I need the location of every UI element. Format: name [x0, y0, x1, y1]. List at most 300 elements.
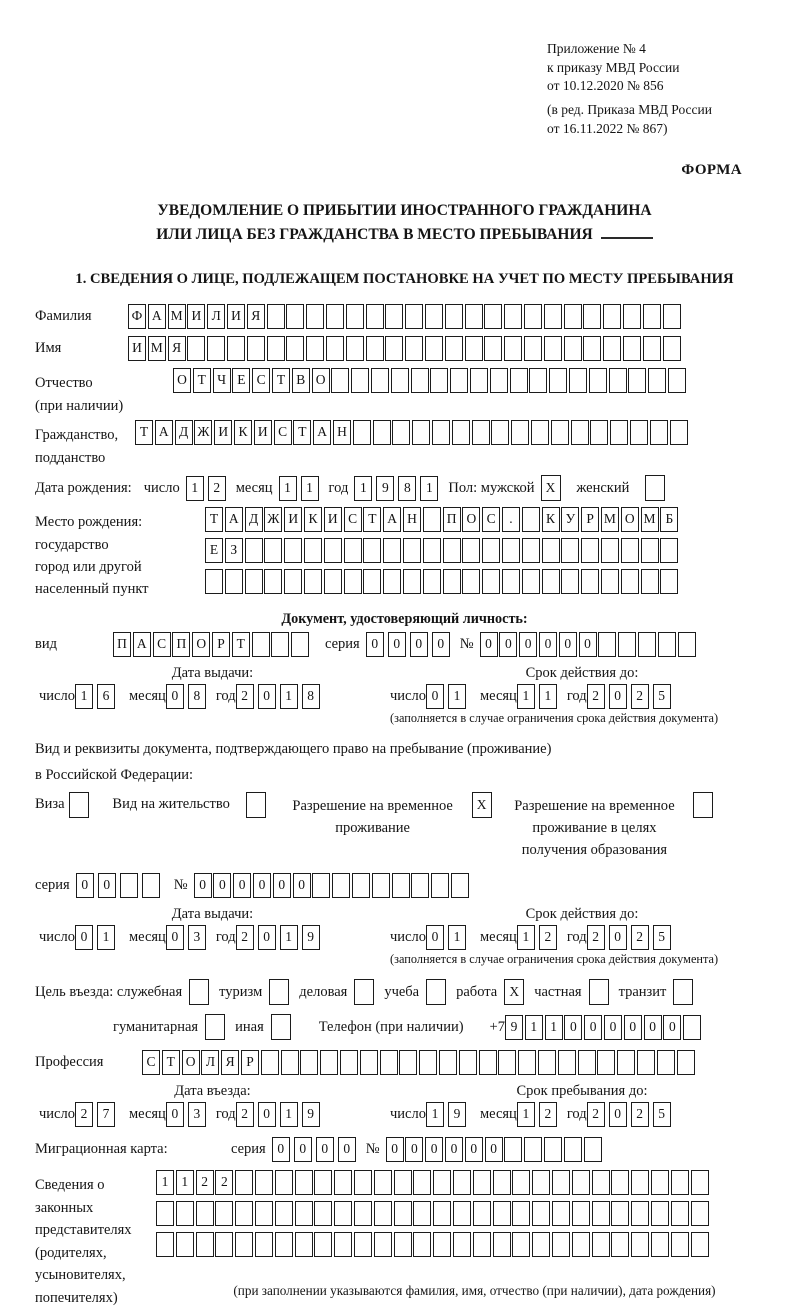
char-box[interactable]: Д	[175, 420, 193, 445]
char-box[interactable]	[564, 304, 582, 329]
char-box[interactable]	[532, 1232, 550, 1257]
char-box[interactable]	[295, 1170, 313, 1195]
char-box[interactable]	[598, 632, 616, 657]
char-box[interactable]	[465, 304, 483, 329]
char-box[interactable]: 0	[604, 1015, 622, 1040]
char-box[interactable]	[286, 336, 304, 361]
char-box[interactable]	[215, 1201, 233, 1226]
char-box[interactable]: 8	[188, 684, 206, 709]
char-box[interactable]	[312, 873, 330, 898]
char-box[interactable]: 0	[258, 1102, 276, 1127]
char-box[interactable]	[413, 1170, 431, 1195]
char-box[interactable]	[425, 304, 443, 329]
char-box[interactable]	[286, 304, 304, 329]
char-box[interactable]: 2	[539, 925, 557, 950]
char-box[interactable]: Н	[403, 507, 421, 532]
char-box[interactable]: 8	[398, 476, 416, 501]
char-box[interactable]: 2	[587, 684, 605, 709]
char-box[interactable]	[657, 1050, 675, 1075]
char-box[interactable]	[484, 304, 502, 329]
char-box[interactable]	[522, 507, 540, 532]
char-box[interactable]	[502, 569, 520, 594]
char-box[interactable]	[453, 1232, 471, 1257]
char-box[interactable]	[484, 336, 502, 361]
char-box[interactable]: 2	[215, 1170, 233, 1195]
char-box[interactable]	[430, 368, 448, 393]
char-box[interactable]	[493, 1232, 511, 1257]
char-box[interactable]	[363, 569, 381, 594]
char-box[interactable]	[470, 368, 488, 393]
char-box[interactable]: .	[502, 507, 520, 532]
char-box[interactable]	[344, 538, 362, 563]
char-box[interactable]	[306, 336, 324, 361]
char-box[interactable]: К	[542, 507, 560, 532]
char-box[interactable]	[552, 1232, 570, 1257]
residence-checkbox[interactable]	[246, 792, 266, 818]
char-box[interactable]	[372, 873, 390, 898]
char-box[interactable]	[281, 1050, 299, 1075]
char-box[interactable]: В	[292, 368, 310, 393]
char-box[interactable]	[334, 1201, 352, 1226]
char-box[interactable]	[544, 336, 562, 361]
char-box[interactable]	[235, 1170, 253, 1195]
char-box[interactable]: 2	[236, 684, 254, 709]
char-box[interactable]	[592, 1170, 610, 1195]
char-box[interactable]	[493, 1201, 511, 1226]
char-box[interactable]	[542, 538, 560, 563]
char-box[interactable]: 2	[236, 925, 254, 950]
char-box[interactable]	[549, 368, 567, 393]
char-box[interactable]	[332, 873, 350, 898]
char-box[interactable]: Р	[212, 632, 230, 657]
char-box[interactable]: А	[133, 632, 151, 657]
char-box[interactable]: 2	[539, 1102, 557, 1127]
char-box[interactable]: 1	[156, 1170, 174, 1195]
char-box[interactable]: 9	[376, 476, 394, 501]
char-box[interactable]	[366, 304, 384, 329]
char-box[interactable]: А	[383, 507, 401, 532]
char-box[interactable]	[264, 538, 282, 563]
char-box[interactable]: 0	[579, 632, 597, 657]
char-box[interactable]	[552, 1201, 570, 1226]
char-box[interactable]	[156, 1232, 174, 1257]
char-box[interactable]: И	[227, 304, 245, 329]
char-box[interactable]: 0	[609, 1102, 627, 1127]
char-box[interactable]	[334, 1232, 352, 1257]
char-box[interactable]	[583, 336, 601, 361]
char-box[interactable]: Ж	[194, 420, 212, 445]
char-box[interactable]: 1	[517, 684, 535, 709]
char-box[interactable]	[462, 569, 480, 594]
char-box[interactable]	[630, 420, 648, 445]
char-box[interactable]	[651, 1201, 669, 1226]
char-box[interactable]	[628, 368, 646, 393]
char-box[interactable]	[176, 1232, 194, 1257]
char-box[interactable]: 0	[294, 1137, 312, 1162]
char-box[interactable]: 1	[426, 1102, 444, 1127]
char-box[interactable]: 0	[432, 632, 450, 657]
char-box[interactable]: С	[252, 368, 270, 393]
char-box[interactable]	[524, 1137, 542, 1162]
char-box[interactable]: 0	[426, 925, 444, 950]
char-box[interactable]	[445, 336, 463, 361]
char-box[interactable]: М	[601, 507, 619, 532]
char-box[interactable]	[651, 1232, 669, 1257]
char-box[interactable]	[643, 304, 661, 329]
char-box[interactable]: С	[482, 507, 500, 532]
char-box[interactable]	[412, 420, 430, 445]
char-box[interactable]	[522, 569, 540, 594]
char-box[interactable]: 1	[280, 684, 298, 709]
char-box[interactable]: 0	[273, 873, 291, 898]
char-box[interactable]: 0	[258, 925, 276, 950]
char-box[interactable]	[354, 1170, 372, 1195]
char-box[interactable]	[354, 1232, 372, 1257]
char-box[interactable]	[324, 569, 342, 594]
char-box[interactable]	[603, 336, 621, 361]
char-box[interactable]: Т	[272, 368, 290, 393]
char-box[interactable]: Р	[241, 1050, 259, 1075]
char-box[interactable]	[459, 1050, 477, 1075]
char-box[interactable]	[374, 1170, 392, 1195]
char-box[interactable]	[538, 1050, 556, 1075]
char-box[interactable]: 1	[448, 925, 466, 950]
char-box[interactable]: 0	[253, 873, 271, 898]
char-box[interactable]: 2	[75, 1102, 93, 1127]
char-box[interactable]: Ж	[264, 507, 282, 532]
char-box[interactable]	[504, 336, 522, 361]
char-box[interactable]	[490, 368, 508, 393]
char-box[interactable]: М	[148, 336, 166, 361]
char-box[interactable]	[431, 873, 449, 898]
char-box[interactable]	[544, 1137, 562, 1162]
char-box[interactable]	[678, 632, 696, 657]
char-box[interactable]	[671, 1201, 689, 1226]
char-box[interactable]: 7	[97, 1102, 115, 1127]
char-box[interactable]	[353, 420, 371, 445]
char-box[interactable]	[482, 569, 500, 594]
char-box[interactable]	[572, 1201, 590, 1226]
char-box[interactable]	[380, 1050, 398, 1075]
char-box[interactable]	[584, 1137, 602, 1162]
char-box[interactable]	[425, 336, 443, 361]
char-box[interactable]	[120, 873, 138, 898]
char-box[interactable]: 0	[485, 1137, 503, 1162]
char-box[interactable]	[275, 1232, 293, 1257]
char-box[interactable]	[423, 569, 441, 594]
temp-residence-checkbox[interactable]: X	[472, 792, 492, 818]
char-box[interactable]: 0	[386, 1137, 404, 1162]
char-box[interactable]	[623, 336, 641, 361]
char-box[interactable]	[511, 420, 529, 445]
char-box[interactable]	[340, 1050, 358, 1075]
char-box[interactable]: 0	[213, 873, 231, 898]
char-box[interactable]	[207, 336, 225, 361]
char-box[interactable]: 0	[480, 632, 498, 657]
char-box[interactable]	[510, 368, 528, 393]
char-box[interactable]	[603, 304, 621, 329]
char-box[interactable]	[663, 336, 681, 361]
char-box[interactable]: 2	[196, 1170, 214, 1195]
char-box[interactable]: 1	[420, 476, 438, 501]
char-box[interactable]	[529, 368, 547, 393]
char-box[interactable]: 0	[559, 632, 577, 657]
char-box[interactable]	[284, 538, 302, 563]
char-box[interactable]	[403, 538, 421, 563]
char-box[interactable]	[609, 368, 627, 393]
char-box[interactable]	[592, 1232, 610, 1257]
char-box[interactable]	[314, 1201, 332, 1226]
char-box[interactable]: 2	[587, 1102, 605, 1127]
char-box[interactable]	[403, 569, 421, 594]
char-box[interactable]	[651, 1170, 669, 1195]
char-box[interactable]	[413, 1232, 431, 1257]
char-box[interactable]	[618, 632, 636, 657]
purpose-other-checkbox[interactable]	[271, 1014, 291, 1040]
char-box[interactable]	[648, 368, 666, 393]
char-box[interactable]	[572, 1232, 590, 1257]
char-box[interactable]	[385, 336, 403, 361]
char-box[interactable]	[583, 304, 601, 329]
char-box[interactable]	[670, 420, 688, 445]
char-box[interactable]: 0	[644, 1015, 662, 1040]
char-box[interactable]	[405, 304, 423, 329]
char-box[interactable]	[391, 368, 409, 393]
char-box[interactable]	[524, 304, 542, 329]
purpose-study-checkbox[interactable]	[426, 979, 446, 1005]
char-box[interactable]	[691, 1232, 709, 1257]
char-box[interactable]	[196, 1232, 214, 1257]
char-box[interactable]: 0	[366, 632, 384, 657]
char-box[interactable]: С	[344, 507, 362, 532]
char-box[interactable]	[677, 1050, 695, 1075]
char-box[interactable]	[542, 569, 560, 594]
char-box[interactable]: 9	[302, 1102, 320, 1127]
char-box[interactable]	[142, 873, 160, 898]
char-box[interactable]: 5	[653, 925, 671, 950]
char-box[interactable]	[295, 1201, 313, 1226]
char-box[interactable]: Б	[660, 507, 678, 532]
char-box[interactable]: Е	[205, 538, 223, 563]
char-box[interactable]	[271, 632, 289, 657]
char-box[interactable]: 0	[410, 632, 428, 657]
char-box[interactable]	[512, 1170, 530, 1195]
char-box[interactable]	[373, 420, 391, 445]
char-box[interactable]	[589, 368, 607, 393]
char-box[interactable]	[306, 304, 324, 329]
char-box[interactable]	[621, 538, 639, 563]
char-box[interactable]: Я	[247, 304, 265, 329]
char-box[interactable]	[650, 420, 668, 445]
char-box[interactable]	[504, 1137, 522, 1162]
char-box[interactable]	[617, 1050, 635, 1075]
char-box[interactable]: 0	[98, 873, 116, 898]
char-box[interactable]: 3	[188, 925, 206, 950]
char-box[interactable]	[482, 538, 500, 563]
char-box[interactable]	[592, 1201, 610, 1226]
char-box[interactable]	[453, 1170, 471, 1195]
char-box[interactable]: 2	[631, 925, 649, 950]
char-box[interactable]: 0	[166, 684, 184, 709]
char-box[interactable]	[631, 1232, 649, 1257]
char-box[interactable]	[275, 1170, 293, 1195]
char-box[interactable]	[215, 1232, 233, 1257]
char-box[interactable]	[504, 304, 522, 329]
char-box[interactable]: 5	[653, 1102, 671, 1127]
char-box[interactable]	[581, 538, 599, 563]
char-box[interactable]	[443, 538, 461, 563]
char-box[interactable]: 0	[76, 873, 94, 898]
char-box[interactable]	[512, 1232, 530, 1257]
char-box[interactable]	[187, 336, 205, 361]
char-box[interactable]: 1	[525, 1015, 543, 1040]
char-box[interactable]	[419, 1050, 437, 1075]
char-box[interactable]: 1	[75, 684, 93, 709]
char-box[interactable]: О	[621, 507, 639, 532]
char-box[interactable]	[326, 336, 344, 361]
char-box[interactable]	[275, 1201, 293, 1226]
char-box[interactable]: 1	[176, 1170, 194, 1195]
char-box[interactable]: 0	[584, 1015, 602, 1040]
char-box[interactable]: 0	[166, 1102, 184, 1127]
char-box[interactable]	[267, 336, 285, 361]
char-box[interactable]: 0	[405, 1137, 423, 1162]
char-box[interactable]: О	[182, 1050, 200, 1075]
char-box[interactable]: Т	[293, 420, 311, 445]
char-box[interactable]	[660, 569, 678, 594]
char-box[interactable]	[363, 538, 381, 563]
char-box[interactable]	[392, 873, 410, 898]
char-box[interactable]	[255, 1232, 273, 1257]
char-box[interactable]	[621, 569, 639, 594]
char-box[interactable]	[392, 420, 410, 445]
char-box[interactable]: 0	[663, 1015, 681, 1040]
char-box[interactable]: 0	[316, 1137, 334, 1162]
char-box[interactable]	[561, 569, 579, 594]
char-box[interactable]: 1	[280, 1102, 298, 1127]
char-box[interactable]: О	[173, 368, 191, 393]
char-box[interactable]: Д	[245, 507, 263, 532]
char-box[interactable]	[473, 1170, 491, 1195]
char-box[interactable]: А	[148, 304, 166, 329]
char-box[interactable]	[643, 336, 661, 361]
sex-male-checkbox[interactable]: X	[541, 475, 561, 501]
char-box[interactable]	[558, 1050, 576, 1075]
char-box[interactable]	[433, 1170, 451, 1195]
char-box[interactable]	[334, 1170, 352, 1195]
char-box[interactable]	[383, 538, 401, 563]
char-box[interactable]	[544, 304, 562, 329]
char-box[interactable]	[423, 507, 441, 532]
char-box[interactable]	[385, 304, 403, 329]
char-box[interactable]	[205, 569, 223, 594]
char-box[interactable]	[561, 538, 579, 563]
char-box[interactable]: У	[561, 507, 579, 532]
char-box[interactable]	[532, 1170, 550, 1195]
char-box[interactable]	[352, 873, 370, 898]
char-box[interactable]: 3	[188, 1102, 206, 1127]
char-box[interactable]: Я	[168, 336, 186, 361]
char-box[interactable]	[196, 1201, 214, 1226]
purpose-private-checkbox[interactable]	[589, 979, 609, 1005]
char-box[interactable]: 8	[302, 684, 320, 709]
char-box[interactable]	[552, 1170, 570, 1195]
char-box[interactable]	[433, 1201, 451, 1226]
char-box[interactable]	[637, 1050, 655, 1075]
char-box[interactable]: 2	[587, 925, 605, 950]
char-box[interactable]: 2	[631, 684, 649, 709]
char-box[interactable]	[473, 1232, 491, 1257]
char-box[interactable]: М	[168, 304, 186, 329]
char-box[interactable]: 5	[653, 684, 671, 709]
char-box[interactable]: Ч	[213, 368, 231, 393]
char-box[interactable]: П	[172, 632, 190, 657]
char-box[interactable]: 0	[445, 1137, 463, 1162]
char-box[interactable]	[572, 1170, 590, 1195]
char-box[interactable]: Я	[221, 1050, 239, 1075]
char-box[interactable]: С	[142, 1050, 160, 1075]
char-box[interactable]	[671, 1170, 689, 1195]
char-box[interactable]	[247, 336, 265, 361]
char-box[interactable]: А	[155, 420, 173, 445]
sex-female-checkbox[interactable]	[645, 475, 665, 501]
char-box[interactable]	[493, 1170, 511, 1195]
char-box[interactable]	[346, 304, 364, 329]
char-box[interactable]	[512, 1201, 530, 1226]
char-box[interactable]	[445, 304, 463, 329]
char-box[interactable]: 1	[517, 1102, 535, 1127]
char-box[interactable]: К	[304, 507, 322, 532]
char-box[interactable]: 0	[293, 873, 311, 898]
char-box[interactable]: 0	[426, 684, 444, 709]
char-box[interactable]: 0	[609, 684, 627, 709]
char-box[interactable]: 1	[186, 476, 204, 501]
char-box[interactable]: К	[234, 420, 252, 445]
purpose-humanitarian-checkbox[interactable]	[205, 1014, 225, 1040]
char-box[interactable]	[314, 1170, 332, 1195]
char-box[interactable]: 0	[519, 632, 537, 657]
char-box[interactable]	[569, 368, 587, 393]
char-box[interactable]	[320, 1050, 338, 1075]
char-box[interactable]	[611, 1232, 629, 1257]
char-box[interactable]: 1	[354, 476, 372, 501]
char-box[interactable]	[668, 368, 686, 393]
char-box[interactable]	[631, 1201, 649, 1226]
char-box[interactable]: Е	[232, 368, 250, 393]
char-box[interactable]: А	[225, 507, 243, 532]
char-box[interactable]	[255, 1201, 273, 1226]
char-box[interactable]: 9	[505, 1015, 523, 1040]
char-box[interactable]	[261, 1050, 279, 1075]
char-box[interactable]	[479, 1050, 497, 1075]
char-box[interactable]	[601, 569, 619, 594]
char-box[interactable]	[610, 420, 628, 445]
char-box[interactable]: 1	[517, 925, 535, 950]
char-box[interactable]	[351, 368, 369, 393]
char-box[interactable]	[691, 1201, 709, 1226]
char-box[interactable]	[304, 538, 322, 563]
char-box[interactable]	[331, 368, 349, 393]
char-box[interactable]: 1	[279, 476, 297, 501]
char-box[interactable]: 0	[539, 632, 557, 657]
char-box[interactable]	[641, 538, 659, 563]
char-box[interactable]: С	[274, 420, 292, 445]
char-box[interactable]: М	[641, 507, 659, 532]
char-box[interactable]	[252, 632, 270, 657]
char-box[interactable]	[432, 420, 450, 445]
char-box[interactable]	[354, 1201, 372, 1226]
char-box[interactable]	[472, 420, 490, 445]
